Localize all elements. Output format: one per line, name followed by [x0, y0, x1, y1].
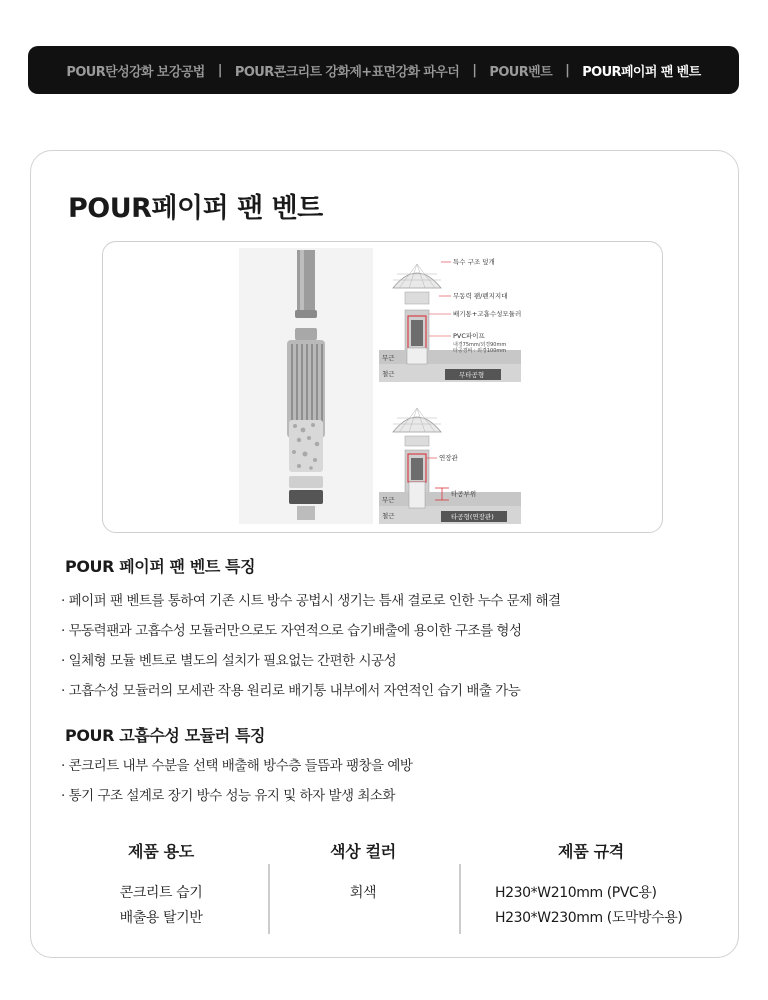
- spec-size-line: H230*W230mm (도막방수용): [495, 910, 683, 926]
- installation-diagram: [379, 252, 521, 526]
- label-pvc-spec-1: 내경75mm/외경90mm: [453, 342, 507, 348]
- nav-item-concrete-hardener[interactable]: POUR콘크리트 강화제+표면강화 파우더: [234, 64, 460, 80]
- spec-size-line: H230*W210mm (PVC용): [495, 885, 657, 901]
- label-duct: 배기통+고흡수성모듈러: [453, 310, 521, 318]
- spec-usage-value: [79, 881, 243, 931]
- features-title: POUR 페이퍼 팬 벤트 특징: [65, 557, 256, 576]
- label-extension: 연장관: [439, 454, 458, 462]
- label-pvc-spec-2: 타공경비 : 외경100mm: [453, 348, 507, 354]
- spec-usage-line: 배출용 탈기반: [119, 910, 203, 926]
- modular-list: [61, 751, 412, 811]
- product-title: POUR페이퍼 팬 벤트: [68, 193, 323, 224]
- nav-separator: |: [472, 62, 477, 78]
- spec-size: [471, 839, 711, 931]
- label-fan: 무동력 팬/펜지지대: [453, 292, 508, 300]
- product-photo: [239, 248, 373, 524]
- spec-size-value: [471, 881, 711, 931]
- nav-separator: |: [565, 62, 570, 78]
- list-item: · 일체형 모듈 벤트로 별도의 설치가 필요없는 간편한 시공성: [61, 653, 397, 669]
- product-card: [30, 150, 739, 958]
- label-pvc: PVC파이프: [453, 332, 485, 340]
- spec-usage-title: 제품 용도: [128, 842, 194, 861]
- nav-item-pour-vent[interactable]: POUR벤트: [489, 64, 553, 80]
- label-layer-plain: 무근: [382, 354, 395, 362]
- spec-table: [31, 839, 740, 939]
- list-item: · 고흡수성 모듈러의 모세관 작용 원리로 배기통 내부에서 자연적인 습기 배출 가능: [61, 683, 521, 699]
- modular-title: POUR 고흡수성 모듈러 특징: [65, 726, 266, 745]
- label-cover: 특수 구조 덮개: [453, 258, 495, 266]
- spec-usage: [79, 839, 243, 931]
- list-item: · 페이퍼 팬 벤트를 통하여 기존 시트 방수 공법시 생기는 틈새 결로로 인한 누수 문제 해결: [61, 593, 561, 609]
- spec-divider: [268, 864, 270, 934]
- badge-drilled: 타공형(연장관): [451, 513, 494, 521]
- spec-usage-line: 콘크리트 습기: [119, 885, 203, 901]
- label-layer-rebar: 철근: [382, 370, 395, 378]
- label-drill-area: 타공부위: [451, 490, 477, 498]
- label-layer-rebar: 철근: [382, 512, 395, 520]
- nav-item-elastic-reinforcement[interactable]: POUR탄성강화 보강공법: [66, 64, 205, 80]
- product-image-box: [102, 241, 663, 533]
- list-item: · 무동력팬과 고흡수성 모듈러만으로도 자연적으로 습기배출에 용이한 구조를 형성: [61, 623, 522, 639]
- list-item: · 통기 구조 설계로 장기 방수 성능 유지 및 하자 발생 최소화: [61, 788, 395, 804]
- list-item: · 콘크리트 내부 수분을 선택 배출해 방수층 들뜸과 팽창을 예방: [61, 758, 413, 774]
- top-navigation: [28, 46, 739, 94]
- spec-divider: [459, 864, 461, 934]
- badge-no-drill: 무타공형: [459, 371, 485, 379]
- spec-color-value: 회색: [349, 885, 377, 901]
- spec-size-title: 제품 규격: [558, 842, 624, 861]
- nav-item-paper-fan-vent[interactable]: POUR페이퍼 팬 벤트: [582, 64, 701, 80]
- spec-color-title: 색상 컬러: [330, 842, 396, 861]
- nav-separator: |: [217, 62, 222, 78]
- spec-color: [281, 839, 445, 906]
- features-list: [61, 586, 561, 706]
- label-layer-plain: 무근: [382, 496, 395, 504]
